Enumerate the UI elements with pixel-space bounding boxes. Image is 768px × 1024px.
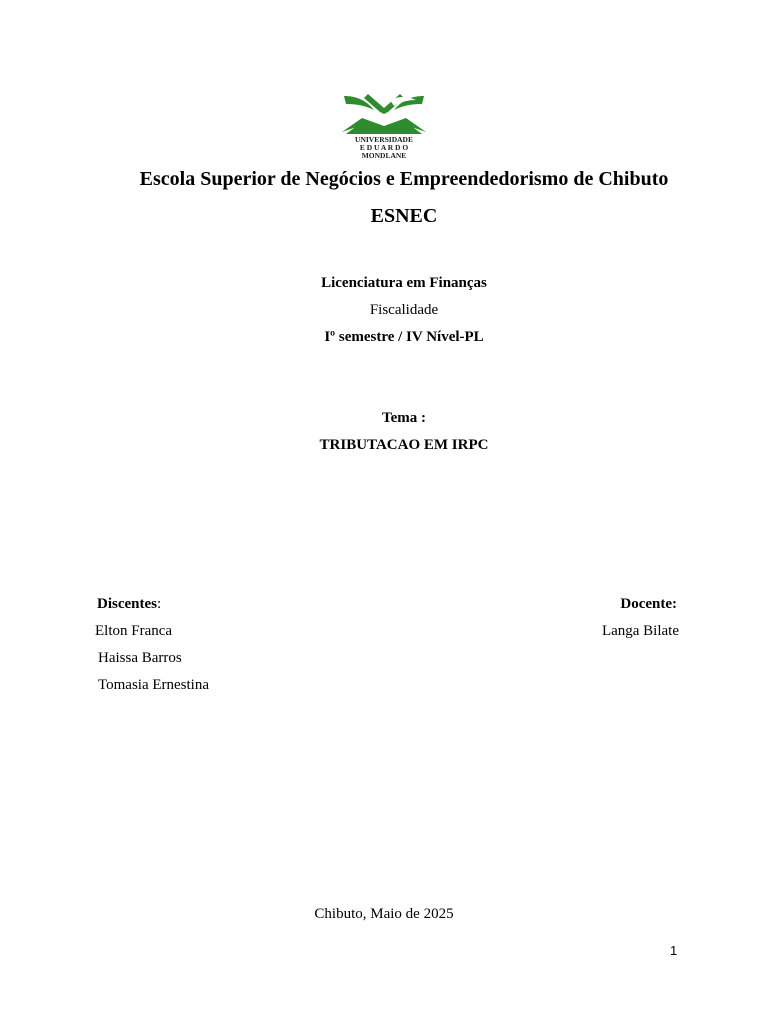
student-name: Elton Franca (95, 623, 173, 639)
school-acronym: ESNEC (370, 205, 438, 227)
degree-title: Licenciatura em Finanças (321, 275, 487, 291)
teacher-label: Docente: (620, 596, 677, 612)
logo-line-3: MONDLANE (361, 151, 407, 160)
university-logo (338, 92, 430, 162)
logo-emblem-icon (338, 92, 430, 136)
teacher-name: Langa Bilate (601, 623, 679, 639)
semester-level: Iº semestre / IV Nível-PL (324, 329, 484, 345)
students-label-row (97, 596, 161, 613)
theme-label: Tema : (381, 410, 427, 426)
school-name: Escola Superior de Negócios e Empreendedorismo de Chibuto (139, 168, 669, 190)
page-number: 1 (670, 943, 678, 958)
students-label: Discentes (97, 596, 157, 612)
subject-name: Fiscalidade (369, 302, 439, 318)
theme-title: TRIBUTACAO EM IRPC (319, 437, 489, 453)
logo-line-2: E D U A R D O (359, 143, 409, 152)
student-name: Tomasia Ernestina (98, 677, 209, 693)
logo-line-1: UNIVERSIDADE (355, 135, 413, 144)
student-name: Haissa Barros (98, 650, 182, 666)
place-date: Chibuto, Maio de 2025 (314, 906, 454, 922)
students-label-colon: : (157, 596, 162, 612)
